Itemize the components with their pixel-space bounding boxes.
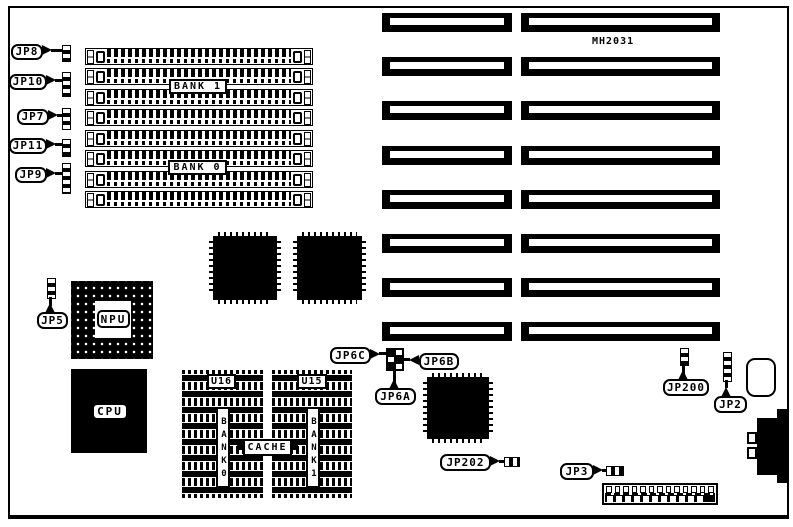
model-label: MH2031 bbox=[592, 36, 635, 47]
callout-jp6c bbox=[330, 347, 371, 364]
qfp-chip-3 bbox=[423, 373, 493, 443]
socket-end bbox=[87, 132, 94, 146]
chip-pins bbox=[302, 300, 357, 304]
jp10-label: JP10 bbox=[12, 75, 44, 88]
bank1-label: BANK 1 bbox=[169, 79, 227, 94]
keyboard-connector-body bbox=[757, 418, 778, 475]
callout-jp6b bbox=[419, 353, 459, 370]
jumper-block-jp6 bbox=[386, 348, 404, 371]
chip-body bbox=[213, 236, 277, 300]
socket-end bbox=[304, 111, 311, 125]
callout-jp200 bbox=[663, 379, 709, 396]
simm-latch bbox=[96, 133, 105, 145]
isa-slot-5-right bbox=[521, 190, 720, 209]
simm-latch bbox=[293, 51, 302, 63]
callout-pointer bbox=[48, 110, 58, 120]
isa-slot-1-right bbox=[521, 13, 720, 32]
jumper-jp2 bbox=[723, 352, 732, 382]
simm-latch bbox=[293, 153, 302, 165]
isa-slot-3-right bbox=[521, 101, 720, 120]
connector-pin bbox=[747, 447, 757, 459]
socket-end bbox=[304, 173, 311, 187]
chip-pins bbox=[432, 439, 484, 443]
socket-end bbox=[87, 70, 94, 84]
chip-pins bbox=[489, 382, 493, 434]
pin-comb bbox=[107, 131, 291, 146]
socket-end bbox=[87, 193, 94, 207]
npu-label: NPU bbox=[97, 310, 130, 328]
jp6c-label: JP6C bbox=[335, 349, 366, 362]
connector-pin bbox=[747, 432, 757, 444]
u16-label: U16 bbox=[207, 374, 236, 389]
slot-contact-stripe bbox=[529, 106, 712, 113]
isa-slot-7-left bbox=[382, 278, 512, 297]
jumper-jp202 bbox=[504, 457, 520, 467]
callout-jp6a bbox=[375, 388, 416, 405]
jumper-cell bbox=[395, 349, 403, 356]
slot-contact-stripe bbox=[529, 283, 712, 290]
isa-slot-4-left bbox=[382, 146, 512, 165]
power-pins-bottom bbox=[605, 495, 715, 502]
simm-latch bbox=[293, 112, 302, 124]
callout-pointer bbox=[593, 465, 603, 475]
cache-label: CACHE bbox=[243, 439, 292, 456]
slot-contact-stripe bbox=[390, 327, 504, 334]
leader-line bbox=[55, 172, 62, 175]
chip-pins bbox=[218, 300, 272, 304]
simm-latch bbox=[96, 112, 105, 124]
jumper-cell bbox=[387, 356, 395, 363]
jumper-jp9 bbox=[62, 163, 71, 194]
isa-slot-4-right bbox=[521, 146, 720, 165]
socket-end bbox=[87, 50, 94, 64]
jp8-label: JP8 bbox=[15, 45, 39, 58]
power-pins-top bbox=[605, 486, 715, 493]
isa-slot-8-right bbox=[521, 322, 720, 341]
simm-latch bbox=[96, 194, 105, 206]
simm-latch bbox=[96, 71, 105, 83]
chip-body bbox=[427, 377, 489, 439]
jp200-label: JP200 bbox=[666, 381, 706, 394]
simm-latch bbox=[96, 92, 105, 104]
jp9-label: JP9 bbox=[19, 168, 43, 181]
socket-end bbox=[87, 152, 94, 166]
cpu-label: CPU bbox=[92, 403, 128, 420]
jumper-jp8 bbox=[62, 45, 71, 62]
slot-contact-stripe bbox=[529, 18, 712, 25]
slot-contact-stripe bbox=[529, 151, 712, 158]
simm-socket-4 bbox=[85, 109, 313, 126]
isa-slot-8-left bbox=[382, 322, 512, 341]
callout-pointer bbox=[370, 349, 380, 359]
callout-pointer bbox=[46, 75, 56, 85]
slot-contact-stripe bbox=[390, 195, 504, 202]
jumper-jp5 bbox=[47, 278, 56, 299]
slot-contact-stripe bbox=[390, 151, 504, 158]
socket-end bbox=[87, 173, 94, 187]
isa-slot-3-left bbox=[382, 101, 512, 120]
simm-latch bbox=[293, 194, 302, 206]
isa-slot-6-right bbox=[521, 234, 720, 253]
jumper-jp3 bbox=[606, 466, 624, 476]
jumper-cell bbox=[395, 363, 403, 370]
slot-contact-stripe bbox=[529, 195, 712, 202]
leader-line bbox=[55, 143, 62, 146]
jp6a-label: JP6A bbox=[380, 390, 411, 403]
isa-slot-6-left bbox=[382, 234, 512, 253]
bank0-label: BANK 0 bbox=[168, 160, 227, 175]
callout-jp202 bbox=[440, 454, 491, 471]
keyboard-connector bbox=[777, 409, 789, 483]
slot-contact-stripe bbox=[529, 327, 712, 334]
socket-end bbox=[304, 132, 311, 146]
isa-slot-1-left bbox=[382, 13, 512, 32]
socket-end bbox=[304, 70, 311, 84]
pin-comb bbox=[107, 110, 291, 125]
socket-end bbox=[304, 193, 311, 207]
isa-slot-5-left bbox=[382, 190, 512, 209]
jp2-label: JP2 bbox=[719, 398, 742, 411]
battery-outline bbox=[746, 358, 776, 397]
slot-contact-stripe bbox=[529, 239, 712, 246]
jp6b-label: JP6B bbox=[423, 355, 455, 368]
callout-jp5 bbox=[37, 312, 68, 329]
jp202-label: JP202 bbox=[446, 456, 485, 469]
chip-pins bbox=[362, 241, 366, 295]
chip-pins bbox=[277, 241, 281, 295]
isa-slot-2-left bbox=[382, 57, 512, 76]
socket-end bbox=[87, 91, 94, 105]
leader-line bbox=[379, 352, 386, 355]
callout-pointer bbox=[42, 45, 52, 55]
leader-line bbox=[55, 79, 62, 82]
chip-body bbox=[297, 236, 362, 300]
slot-contact-stripe bbox=[390, 239, 504, 246]
callout-jp10 bbox=[9, 74, 47, 90]
callout-jp8 bbox=[11, 44, 43, 60]
cache-bank1-vertical-label: BANK1 bbox=[306, 407, 320, 488]
simm-latch bbox=[293, 174, 302, 186]
slot-contact-stripe bbox=[390, 283, 504, 290]
jumper-jp11 bbox=[62, 139, 71, 157]
callout-jp3 bbox=[560, 463, 594, 480]
simm-latch bbox=[293, 92, 302, 104]
callout-jp2 bbox=[714, 396, 747, 413]
simm-socket-5 bbox=[85, 130, 313, 147]
socket-end bbox=[304, 91, 311, 105]
isa-slot-2-right bbox=[521, 57, 720, 76]
slot-contact-stripe bbox=[390, 62, 504, 69]
callout-pointer bbox=[409, 355, 419, 365]
simm-socket-1 bbox=[85, 48, 313, 65]
callout-jp7 bbox=[17, 109, 49, 125]
jumper-cell bbox=[387, 349, 395, 356]
jp7-label: JP7 bbox=[21, 110, 45, 123]
pin-comb bbox=[107, 192, 291, 207]
simm-latch bbox=[96, 51, 105, 63]
cache-bank0-vertical-label: BANK0 bbox=[216, 407, 230, 488]
simm-latch bbox=[293, 133, 302, 145]
leader-line bbox=[51, 49, 62, 52]
qfp-chip-2 bbox=[293, 232, 366, 304]
slot-contact-stripe bbox=[390, 18, 504, 25]
power-connector bbox=[602, 483, 718, 505]
simm-latch bbox=[293, 71, 302, 83]
jp5-label: JP5 bbox=[41, 314, 64, 327]
jp3-label: JP3 bbox=[565, 465, 589, 478]
callout-jp11 bbox=[9, 138, 47, 154]
socket-end bbox=[87, 111, 94, 125]
isa-slot-7-right bbox=[521, 278, 720, 297]
jumper-cell bbox=[395, 356, 403, 363]
simm-socket-8 bbox=[85, 191, 313, 208]
simm-latch bbox=[96, 174, 105, 186]
pin-comb bbox=[107, 49, 291, 64]
socket-end bbox=[304, 50, 311, 64]
qfp-chip-1 bbox=[209, 232, 281, 304]
callout-jp9 bbox=[15, 167, 47, 183]
jumper-jp10 bbox=[62, 72, 71, 97]
jumper-jp7 bbox=[62, 108, 71, 130]
callout-pointer bbox=[490, 456, 500, 466]
u15-label: U15 bbox=[297, 374, 327, 389]
slot-contact-stripe bbox=[390, 106, 504, 113]
cache-label-tab bbox=[291, 444, 298, 450]
slot-contact-stripe bbox=[529, 62, 712, 69]
jumper-cell bbox=[387, 363, 395, 370]
jp11-label: JP11 bbox=[12, 139, 44, 152]
simm-latch bbox=[96, 153, 105, 165]
callout-pointer bbox=[46, 168, 56, 178]
socket-end bbox=[304, 152, 311, 166]
callout-pointer bbox=[46, 139, 56, 149]
